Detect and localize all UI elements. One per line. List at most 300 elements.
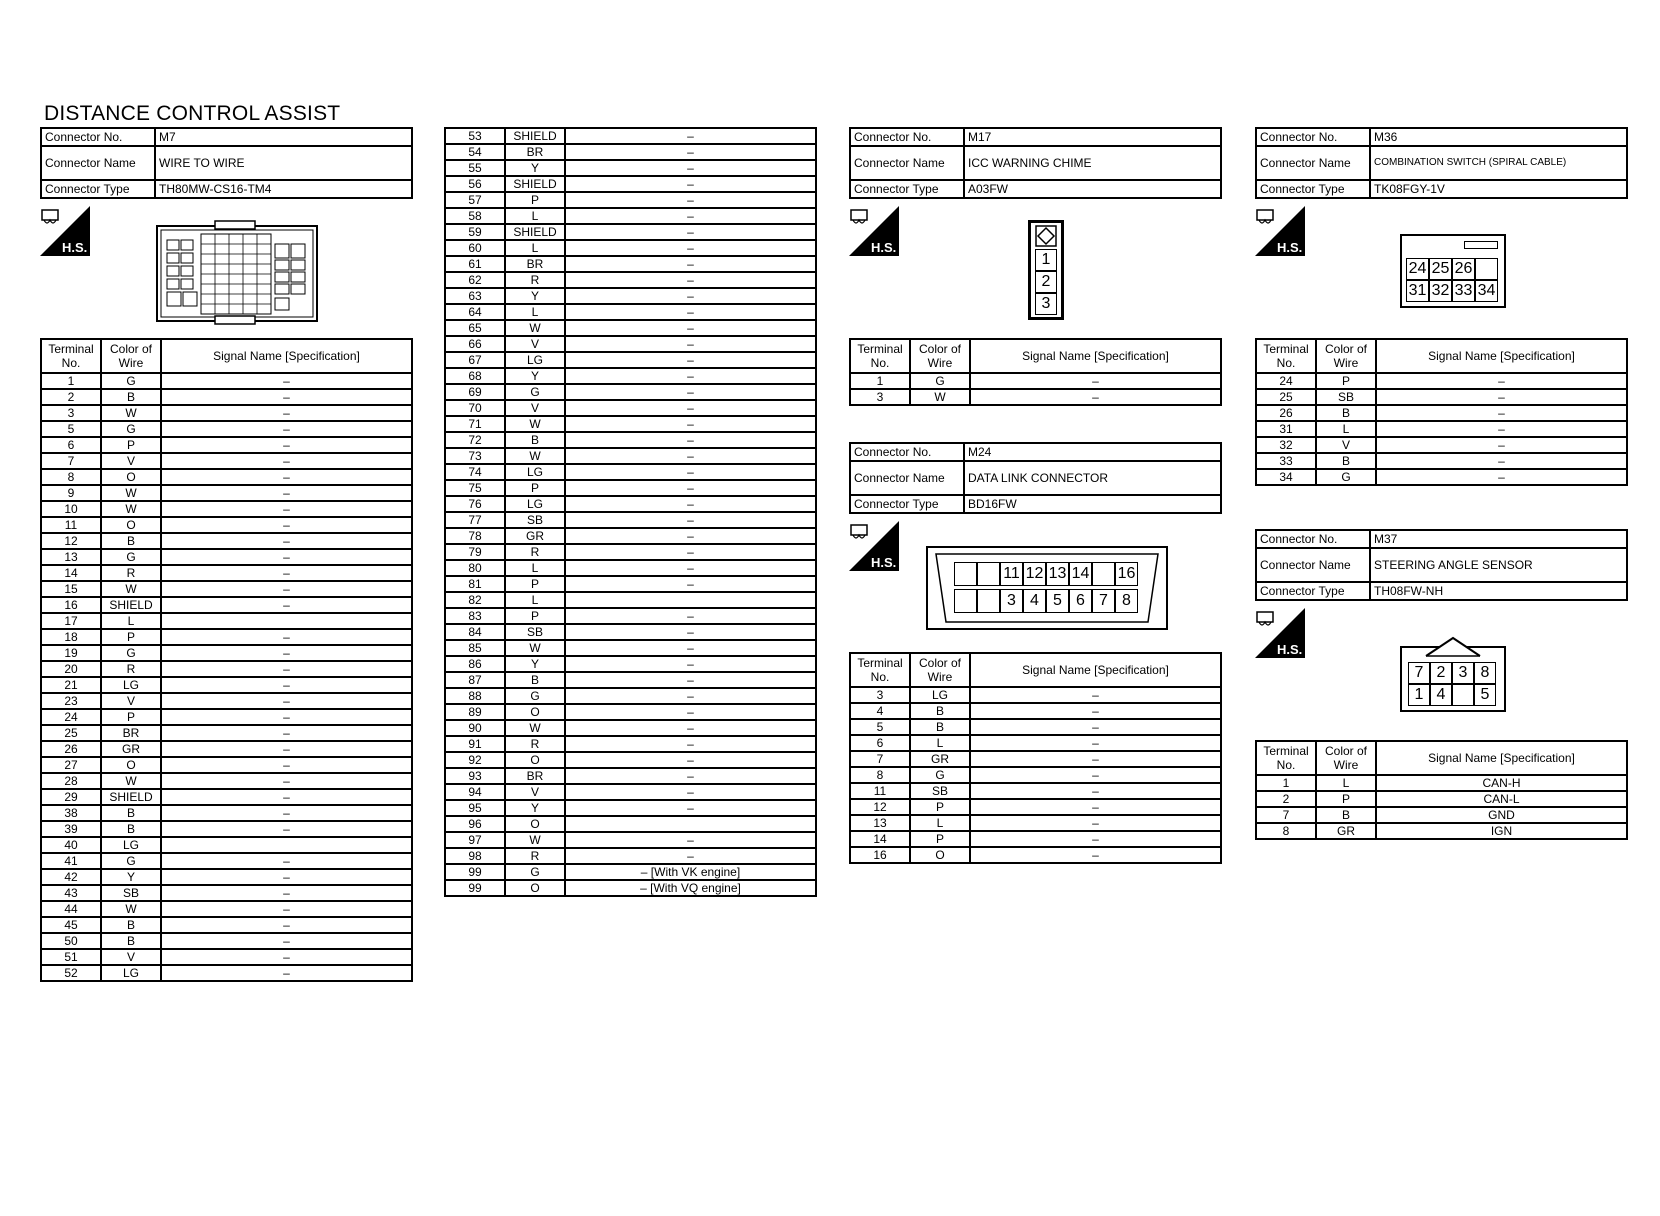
signal-cell: –	[565, 192, 816, 208]
connector-pin	[1092, 562, 1115, 586]
terminal-cell: 43	[41, 885, 101, 901]
wire-color-cell: GR	[101, 741, 161, 757]
terminal-cell: 29	[41, 789, 101, 805]
terminal-cell: 24	[1256, 373, 1316, 389]
terminal-cell: 70	[445, 400, 505, 416]
connector-m7	[40, 127, 413, 199]
table-row	[850, 373, 1221, 389]
wire-color-cell: W	[101, 501, 161, 517]
wire-color-cell: P	[101, 629, 161, 645]
wire-color-cell: GR	[505, 528, 565, 544]
table-row	[41, 453, 412, 469]
wire-color-cell: G	[101, 645, 161, 661]
pin-3: 3	[1035, 293, 1057, 315]
svg-text:H.S.: H.S.	[1277, 240, 1303, 255]
wire-color-cell: LG	[101, 677, 161, 693]
wire-color-cell: V	[101, 453, 161, 469]
table-row	[445, 160, 816, 176]
terminal-cell: 67	[445, 352, 505, 368]
terminal-cell: 11	[850, 783, 910, 799]
wire-color-cell: SB	[1316, 389, 1376, 405]
terminal-cell: 91	[445, 736, 505, 752]
wire-color-cell: Y	[505, 800, 565, 816]
wire-color-cell: O	[101, 517, 161, 533]
connector-pin: 2	[1430, 662, 1452, 684]
connector-no-value: M36	[1370, 128, 1627, 146]
wire-color-cell: SHIELD	[505, 176, 565, 192]
connector-pin: 8	[1115, 589, 1138, 613]
connector-pin: 3	[1452, 662, 1474, 684]
terminal-cell: 86	[445, 656, 505, 672]
table-row	[41, 949, 412, 965]
terminal-cell: 52	[41, 965, 101, 981]
connector-type-value: TK08FGY-1V	[1370, 180, 1627, 198]
table-row	[850, 831, 1221, 847]
table-row	[41, 437, 412, 453]
wire-color-cell: SHIELD	[505, 224, 565, 240]
wire-color-cell: B	[101, 821, 161, 837]
m7-rows-continued	[445, 128, 816, 896]
wire-color-cell: O	[101, 757, 161, 773]
terminal-cell: 80	[445, 560, 505, 576]
wire-color-cell: BR	[505, 144, 565, 160]
table-row	[445, 192, 816, 208]
terminal-no-header: Terminal No.	[1256, 741, 1316, 775]
connector-type-label: Connector Type	[1256, 582, 1370, 600]
table-row	[41, 469, 412, 485]
signal-cell: –	[565, 256, 816, 272]
table-row	[445, 256, 816, 272]
connector-m37	[1255, 529, 1628, 601]
wire-color-cell: LG	[910, 687, 970, 703]
terminal-cell: 10	[41, 501, 101, 517]
signal-cell: –	[565, 480, 816, 496]
signal-cell: –	[1376, 389, 1627, 405]
wire-color-cell: W	[101, 773, 161, 789]
wire-color-cell: G	[505, 864, 565, 880]
table-row	[445, 432, 816, 448]
wire-color-cell: Y	[505, 368, 565, 384]
connector-pin: 11	[1000, 562, 1023, 586]
signal-cell: –	[565, 624, 816, 640]
terminal-cell: 14	[850, 831, 910, 847]
signal-cell: CAN-H	[1376, 775, 1627, 791]
signal-cell: –	[1376, 405, 1627, 421]
terminal-cell: 4	[850, 703, 910, 719]
table-row	[41, 741, 412, 757]
table-row	[445, 400, 816, 416]
wire-color-cell: SHIELD	[101, 597, 161, 613]
wire-color-cell: LG	[505, 496, 565, 512]
connector-pin: 16	[1115, 562, 1138, 586]
terminal-cell: 72	[445, 432, 505, 448]
wire-color-cell: B	[1316, 405, 1376, 421]
connector-no-value: M24	[964, 443, 1221, 461]
signal-cell: –	[565, 288, 816, 304]
table-row	[850, 703, 1221, 719]
terminal-cell: 12	[41, 533, 101, 549]
terminal-cell: 3	[850, 389, 910, 405]
signal-cell: –	[161, 693, 412, 709]
table-row	[445, 496, 816, 512]
wire-color-cell: V	[505, 400, 565, 416]
terminal-cell: 6	[850, 735, 910, 751]
signal-cell: –	[970, 831, 1221, 847]
table-row	[41, 501, 412, 517]
terminal-no-header: Terminal No.	[1256, 339, 1316, 373]
signal-cell: –	[565, 752, 816, 768]
svg-text:H.S.: H.S.	[871, 240, 897, 255]
table-row	[41, 965, 412, 981]
connector-m36	[1255, 127, 1628, 199]
connector-name-value: COMBINATION SWITCH (SPIRAL CABLE)	[1370, 146, 1627, 180]
wire-color-cell: L	[505, 208, 565, 224]
signal-cell: –	[565, 736, 816, 752]
signal-cell: –	[565, 832, 816, 848]
table-row	[41, 517, 412, 533]
table-row	[445, 448, 816, 464]
table-row	[41, 677, 412, 693]
signal-cell: –	[161, 565, 412, 581]
signal-cell: –	[565, 720, 816, 736]
wire-color-cell: LG	[101, 965, 161, 981]
terminal-cell: 26	[1256, 405, 1316, 421]
connector-name-label: Connector Name	[41, 146, 155, 180]
wire-color-cell: G	[101, 549, 161, 565]
wire-color-cell: B	[910, 719, 970, 735]
table-row	[41, 853, 412, 869]
table-row	[445, 304, 816, 320]
wire-color-cell: L	[101, 613, 161, 629]
wire-color-cell: R	[101, 661, 161, 677]
wire-color-cell: SB	[910, 783, 970, 799]
wire-color-cell: P	[910, 799, 970, 815]
wire-color-cell: BR	[505, 768, 565, 784]
signal-cell: –	[565, 528, 816, 544]
terminal-cell: 57	[445, 192, 505, 208]
wire-color-cell: B	[101, 805, 161, 821]
wire-color-cell: R	[505, 544, 565, 560]
table-row	[1256, 405, 1627, 421]
m37-rows	[1256, 775, 1627, 839]
signal-cell: –	[1376, 373, 1627, 389]
signal-cell: –	[161, 725, 412, 741]
signal-name-header: Signal Name [Specification]	[970, 653, 1221, 687]
signal-cell: –	[565, 544, 816, 560]
signal-cell: –	[161, 949, 412, 965]
connector-pin: 32	[1429, 280, 1452, 302]
terminal-cell: 74	[445, 464, 505, 480]
wire-color-cell: O	[505, 880, 565, 896]
terminal-cell: 76	[445, 496, 505, 512]
terminal-cell: 2	[41, 389, 101, 405]
terminal-cell: 7	[41, 453, 101, 469]
wire-color-cell: G	[101, 421, 161, 437]
signal-cell: –	[161, 709, 412, 725]
signal-cell: –	[565, 416, 816, 432]
signal-cell: –	[161, 885, 412, 901]
signal-cell: –	[970, 389, 1221, 405]
terminal-cell: 73	[445, 448, 505, 464]
table-row	[445, 624, 816, 640]
signal-name-header: Signal Name [Specification]	[1376, 741, 1627, 775]
terminal-cell: 8	[1256, 823, 1316, 839]
table-row	[41, 837, 412, 853]
signal-cell	[161, 837, 412, 853]
signal-cell: –	[970, 783, 1221, 799]
table-row	[41, 373, 412, 389]
connector-name-value: DATA LINK CONNECTOR	[964, 461, 1221, 495]
signal-cell: –	[565, 704, 816, 720]
signal-cell: –	[161, 405, 412, 421]
wire-color-cell: G	[505, 384, 565, 400]
connector-pin: 1	[1408, 684, 1430, 706]
signal-cell: –	[565, 432, 816, 448]
connector-pin: 6	[1069, 589, 1092, 613]
table-row	[41, 709, 412, 725]
table-row	[41, 661, 412, 677]
terminal-cell: 99	[445, 864, 505, 880]
table-row	[41, 693, 412, 709]
signal-cell: –	[161, 677, 412, 693]
signal-cell: –	[161, 789, 412, 805]
signal-cell: –	[565, 560, 816, 576]
connector-pin	[1452, 684, 1474, 706]
terminal-cell: 58	[445, 208, 505, 224]
terminal-cell: 16	[41, 597, 101, 613]
terminal-cell: 31	[1256, 421, 1316, 437]
connector-name-label: Connector Name	[850, 146, 964, 180]
terminal-cell: 88	[445, 688, 505, 704]
signal-cell: –	[161, 869, 412, 885]
table-row	[41, 629, 412, 645]
harness-side-icon	[849, 206, 899, 256]
terminal-cell: 1	[1256, 775, 1316, 791]
signal-cell: –	[161, 901, 412, 917]
signal-cell: –	[1376, 469, 1627, 485]
table-row	[41, 549, 412, 565]
terminal-cell: 1	[41, 373, 101, 389]
table-row	[850, 751, 1221, 767]
signal-cell: –	[161, 373, 412, 389]
signal-cell: –	[970, 815, 1221, 831]
table-row	[445, 704, 816, 720]
harness-side-icon	[1255, 206, 1305, 256]
m24-rows	[850, 687, 1221, 863]
terminal-cell: 66	[445, 336, 505, 352]
wire-color-cell: P	[505, 480, 565, 496]
connector-no-value: M17	[964, 128, 1221, 146]
terminal-cell: 39	[41, 821, 101, 837]
signal-name-header: Signal Name [Specification]	[1376, 339, 1627, 373]
terminal-cell: 11	[41, 517, 101, 533]
m7-pin-table-part2	[444, 127, 817, 897]
wire-color-cell: O	[910, 847, 970, 863]
wire-color-cell: GR	[910, 751, 970, 767]
wire-color-cell: B	[101, 533, 161, 549]
color-of-wire-header: Color of Wire	[910, 653, 970, 687]
signal-cell	[161, 613, 412, 629]
signal-cell: –	[565, 576, 816, 592]
connector-type-label: Connector Type	[41, 180, 155, 198]
wire-color-cell: W	[101, 485, 161, 501]
table-row	[41, 917, 412, 933]
connector-pin: 7	[1092, 589, 1115, 613]
signal-cell: – [With VK engine]	[565, 864, 816, 880]
table-row	[850, 389, 1221, 405]
table-row	[41, 773, 412, 789]
connector-pin: 4	[1430, 684, 1452, 706]
terminal-cell: 1	[850, 373, 910, 389]
m37-connector-diagram	[1400, 634, 1506, 712]
m36-connector-diagram	[1400, 234, 1506, 308]
connector-pin	[1475, 258, 1498, 280]
signal-cell: –	[161, 581, 412, 597]
wire-color-cell: G	[505, 688, 565, 704]
terminal-cell: 8	[850, 767, 910, 783]
wire-color-cell: P	[505, 608, 565, 624]
signal-cell: –	[161, 501, 412, 517]
table-row	[445, 816, 816, 832]
terminal-cell: 59	[445, 224, 505, 240]
table-row	[445, 784, 816, 800]
wire-color-cell: L	[505, 240, 565, 256]
table-row	[1256, 775, 1627, 791]
connector-no-label: Connector No.	[850, 443, 964, 461]
terminal-cell: 7	[850, 751, 910, 767]
signal-cell: –	[565, 640, 816, 656]
wire-color-cell: W	[505, 320, 565, 336]
table-row	[445, 384, 816, 400]
table-row	[445, 208, 816, 224]
signal-cell: –	[161, 533, 412, 549]
terminal-cell: 26	[41, 741, 101, 757]
terminal-cell: 85	[445, 640, 505, 656]
table-row	[41, 885, 412, 901]
table-row	[41, 421, 412, 437]
terminal-cell: 23	[41, 693, 101, 709]
svg-text:H.S.: H.S.	[871, 555, 897, 570]
signal-cell: –	[565, 336, 816, 352]
table-row	[445, 848, 816, 864]
connector-m24	[849, 442, 1222, 514]
connector-name-value: WIRE TO WIRE	[155, 146, 412, 180]
connector-name-value: ICC WARNING CHIME	[964, 146, 1221, 180]
wire-color-cell: BR	[101, 725, 161, 741]
terminal-cell: 8	[41, 469, 101, 485]
terminal-cell: 42	[41, 869, 101, 885]
terminal-cell: 38	[41, 805, 101, 821]
color-of-wire-header: Color of Wire	[1316, 339, 1376, 373]
table-row	[41, 405, 412, 421]
terminal-cell: 81	[445, 576, 505, 592]
table-row	[41, 757, 412, 773]
wire-color-cell: W	[505, 416, 565, 432]
signal-cell	[565, 816, 816, 832]
color-of-wire-header: Color of Wire	[101, 339, 161, 373]
terminal-cell: 61	[445, 256, 505, 272]
pin-2: 2	[1035, 271, 1057, 293]
table-row	[41, 725, 412, 741]
harness-side-icon	[849, 521, 899, 571]
signal-cell: –	[565, 464, 816, 480]
wire-color-cell: Y	[505, 656, 565, 672]
wire-color-cell: Y	[505, 288, 565, 304]
terminal-cell: 75	[445, 480, 505, 496]
wire-color-cell: L	[505, 560, 565, 576]
wire-color-cell: Y	[505, 160, 565, 176]
wire-color-cell: V	[505, 336, 565, 352]
table-row	[445, 688, 816, 704]
signal-cell: –	[161, 485, 412, 501]
wire-color-cell: W	[101, 405, 161, 421]
wire-color-cell: R	[505, 736, 565, 752]
wire-color-cell: SHIELD	[101, 789, 161, 805]
terminal-cell: 82	[445, 592, 505, 608]
connector-pin: 33	[1452, 280, 1475, 302]
table-row	[445, 576, 816, 592]
terminal-cell: 53	[445, 128, 505, 144]
table-row	[445, 880, 816, 896]
terminal-cell: 44	[41, 901, 101, 917]
signal-cell: –	[161, 469, 412, 485]
m17-rows	[850, 373, 1221, 405]
table-row	[41, 613, 412, 629]
terminal-cell: 19	[41, 645, 101, 661]
signal-name-header: Signal Name [Specification]	[161, 339, 412, 373]
signal-cell: –	[565, 320, 816, 336]
signal-cell: –	[161, 821, 412, 837]
signal-cell: –	[565, 512, 816, 528]
terminal-cell: 13	[850, 815, 910, 831]
wire-color-cell: G	[910, 373, 970, 389]
signal-cell: –	[161, 517, 412, 533]
m36-pin-table	[1255, 338, 1628, 486]
signal-cell: –	[565, 128, 816, 144]
m24-pin-table	[849, 652, 1222, 864]
signal-cell	[565, 592, 816, 608]
terminal-cell: 89	[445, 704, 505, 720]
signal-cell: –	[565, 768, 816, 784]
signal-cell: –	[565, 448, 816, 464]
table-row	[445, 320, 816, 336]
wire-color-cell: B	[505, 432, 565, 448]
wire-color-cell: L	[505, 592, 565, 608]
table-row	[41, 805, 412, 821]
wire-color-cell: P	[1316, 791, 1376, 807]
terminal-cell: 83	[445, 608, 505, 624]
terminal-cell: 15	[41, 581, 101, 597]
terminal-cell: 28	[41, 773, 101, 789]
signal-cell: –	[161, 389, 412, 405]
table-row	[1256, 791, 1627, 807]
table-row	[445, 832, 816, 848]
terminal-cell: 25	[41, 725, 101, 741]
signal-cell: –	[565, 240, 816, 256]
signal-cell: –	[565, 496, 816, 512]
wire-color-cell: SB	[101, 885, 161, 901]
terminal-cell: 65	[445, 320, 505, 336]
terminal-cell: 32	[1256, 437, 1316, 453]
signal-cell: –	[970, 735, 1221, 751]
terminal-cell: 9	[41, 485, 101, 501]
signal-cell: –	[161, 437, 412, 453]
signal-cell: –	[161, 661, 412, 677]
table-row	[850, 767, 1221, 783]
table-row	[1256, 373, 1627, 389]
table-row	[445, 416, 816, 432]
m7-rows	[41, 373, 412, 981]
